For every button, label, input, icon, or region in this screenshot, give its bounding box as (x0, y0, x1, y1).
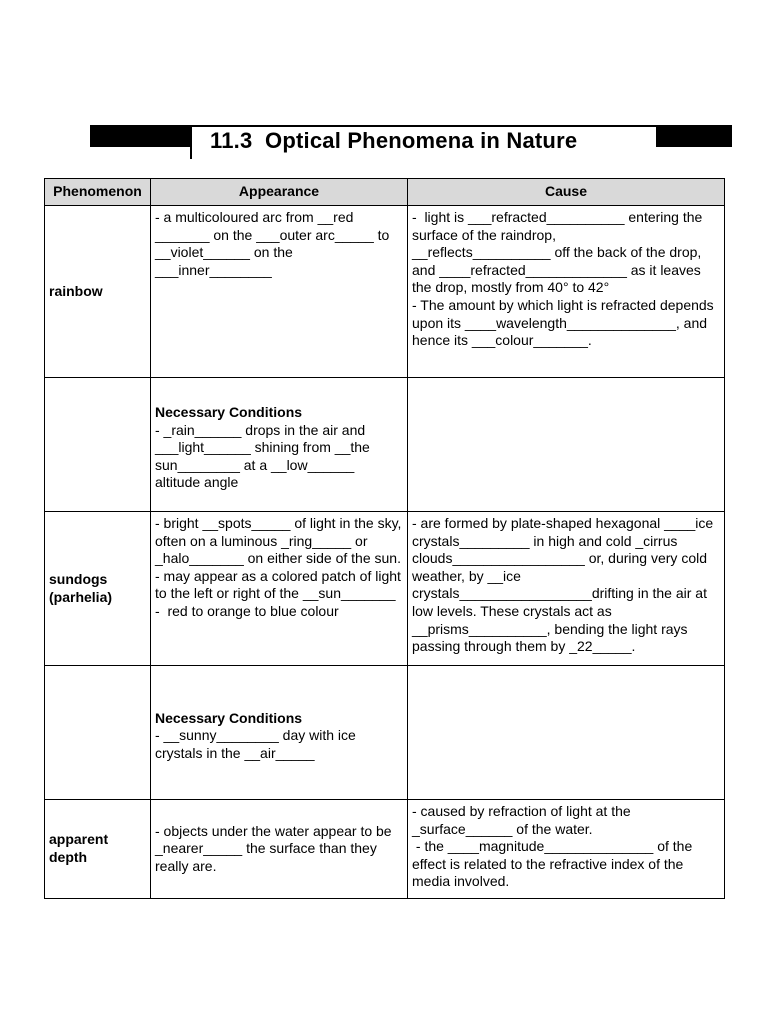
phenomenon-cell (45, 666, 151, 800)
cause-cell (408, 800, 725, 899)
title-decor-right (656, 125, 732, 147)
cause-cell (408, 378, 725, 512)
title-decor-left (90, 125, 190, 147)
table-row-rainbow (45, 206, 725, 378)
header-cause: Cause (408, 179, 725, 206)
table-row-apparent-depth (45, 800, 725, 899)
table-row-sundogs (45, 512, 725, 666)
title-box (190, 125, 656, 159)
conditions-heading: Necessary Conditions (155, 709, 303, 726)
appearance-text: - __sunny________ day with ice crystals in the __air_____ (155, 727, 360, 761)
appearance-text: - bright __spots_____ of light in the sky, often on a luminous _ring_____ or _halo_______ on either side of the sun. - may appear as a colored patch of light to the left or right of the __sun_______ - red to orange to blue colour (155, 515, 402, 619)
header-phenomenon: Phenomenon (45, 179, 151, 206)
cause-text: - are formed by plate-shaped hexagonal ____ice crystals_________ in high and cold _cirrus clouds_________________ or, during very cold weather, by __ice crystals_________________drifting in the air at low levels. These crystals act as __prisms__________, bending the light rays passing through them by _22_____. (412, 515, 718, 655)
table-header-row (45, 179, 725, 206)
cause-cell (408, 206, 725, 378)
appearance-cell (151, 512, 408, 666)
phenomenon-cell (45, 800, 151, 899)
header-appearance: Appearance (151, 179, 408, 206)
cause-cell (408, 512, 725, 666)
appearance-text: - _rain______ drops in the air and ___light______ shining from __the sun________ at a __low______ altitude angle (155, 421, 374, 491)
phenomenon-cell (45, 512, 151, 666)
page-title: 11.3 Optical Phenomena in Nature (210, 128, 578, 153)
table-row-sundogs-conditions (45, 666, 725, 800)
appearance-cell (151, 666, 408, 800)
phenomenon-cell (45, 378, 151, 512)
cause-cell (408, 666, 725, 800)
title-bar (90, 125, 732, 159)
appearance-cell (151, 378, 408, 512)
table-row-rainbow-conditions (45, 378, 725, 512)
appearance-text: - a multicoloured arc from __red _______ on the ___outer arc_____ to __violet______ on the ___inner________ (155, 209, 394, 278)
conditions-heading: Necessary Conditions (155, 404, 303, 421)
phenomenon-name: sundogs (parhelia) (49, 570, 113, 605)
phenomenon-cell (45, 206, 151, 378)
phenomenon-name: rainbow (49, 282, 103, 299)
cause-text: - caused by refraction of light at the _surface______ of the water. - the ____magnitude______________ of the effect is related to the refractive index of the media involved. (412, 803, 693, 890)
appearance-cell (151, 206, 408, 378)
appearance-text: - objects under the water appear to be _nearer_____ the surface than they really are. (155, 822, 396, 874)
phenomenon-name: apparent depth (49, 831, 109, 865)
phenomena-table (44, 178, 725, 899)
cause-text: - light is ___refracted__________ entering the surface of the raindrop, __reflects__________ off the back of the drop, and ____refracted_____________ as it leaves the drop, mostly from 40° to 42° - The amount by which light is refracted depends upon its ____wavelength______________, and hence its ___colour_______. (412, 209, 714, 349)
appearance-cell (151, 800, 408, 899)
